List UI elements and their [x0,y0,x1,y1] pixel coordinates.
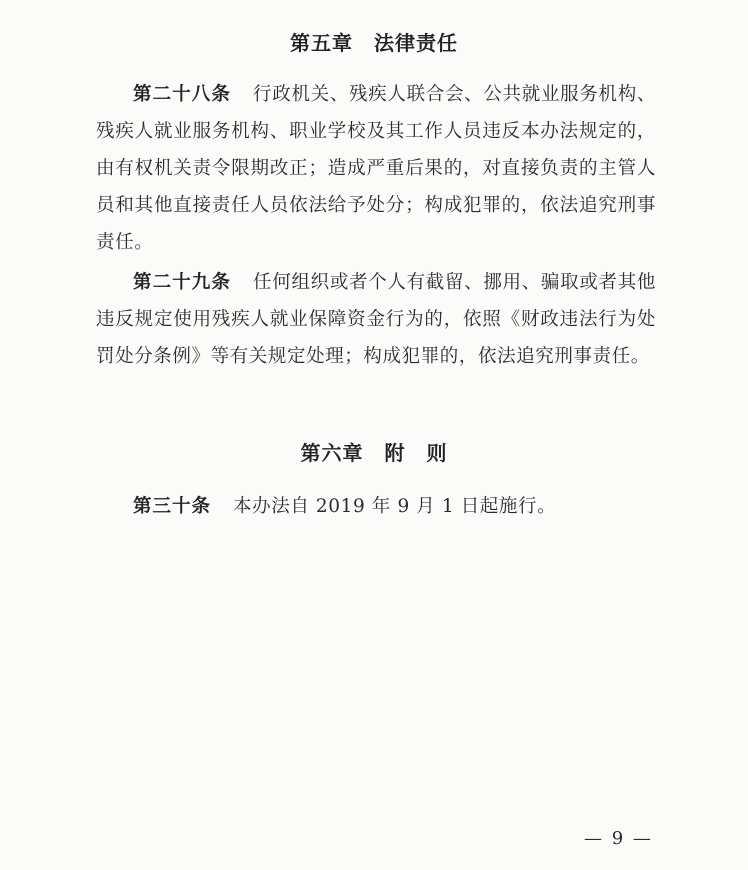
page-number: — 9 — [584,828,653,849]
article-28-text: 行政机关、残疾人联合会、公共就业服务机构、残疾人就业服务机构、职业学校及其工作人员违反本办法规定的，由有权机关责令限期改正；造成严重后果的，对直接负责的主管人员和其他直接责任人员依法给予处分；构成犯罪的，依法追究刑事责任。 [96,84,656,253]
chapter-5-title: 第五章 法律责任 [290,31,458,55]
article-28 [96,76,656,261]
article-30-number: 第三十条 [133,496,212,517]
article-30-text: 本办法自 2019 年 9 月 1 日起施行。 [233,496,557,517]
article-29-text: 任何组织或者个人有截留、挪用、骗取或者其他违反规定使用残疾人就业保障资金行为的，依照《财政违法行为处罚处分条例》等有关规定处理；构成犯罪的，依法追究刑事责任。 [96,272,656,367]
article-30 [96,488,656,525]
article-29-number: 第二十九条 [133,272,231,293]
article-28-number: 第二十八条 [133,84,231,105]
article-29 [96,264,656,375]
chapter-6-title: 第六章 附 则 [300,441,448,465]
